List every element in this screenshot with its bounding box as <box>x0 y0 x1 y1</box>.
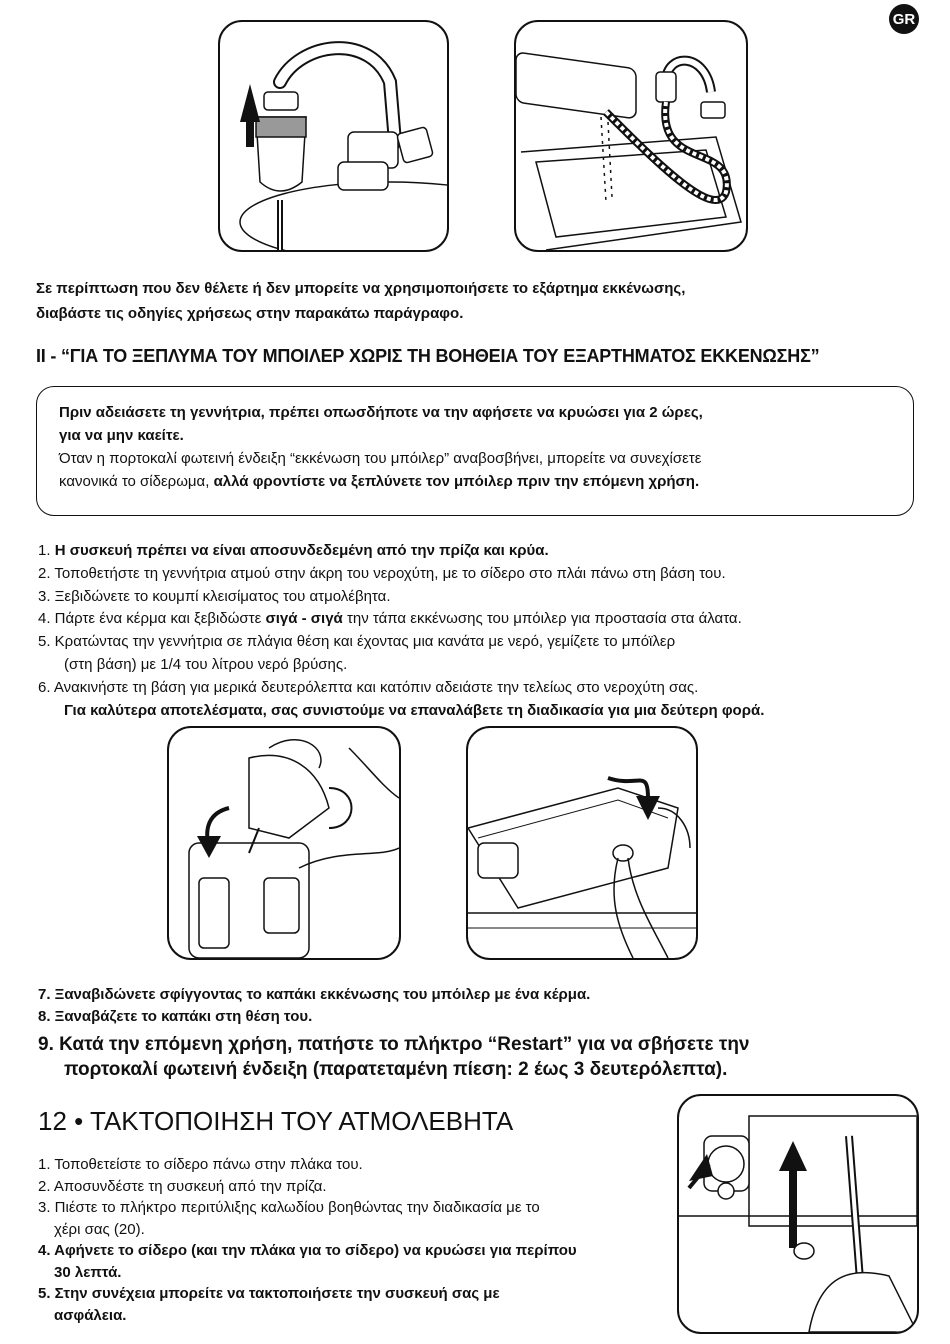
warning-line-4-normal: κανονικά το σίδερωμα, <box>59 473 214 490</box>
s12-step-2: 2. Αποσυνδέστε τη συσκευή από την πρίζα. <box>38 1177 327 1195</box>
step-5-line-2: (στη βάση) με 1/4 του λίτρου νερό βρύσης. <box>64 655 348 673</box>
s12-step-3-line-1: 3. Πιέστε το πλήκτρο περιτύλιξης καλωδίου βοηθώντας την διαδικασία με το <box>38 1199 540 1216</box>
language-badge: GR <box>889 4 919 34</box>
s12-step-5-line-2: ασφάλεια. <box>54 1306 127 1324</box>
step-9-line-1: 9. Κατά την επόμενη χρήση, πατήστε το πλήκτρο “Restart” για να σβήσετε την <box>38 1034 750 1055</box>
step-1 <box>38 540 918 563</box>
step-8: 8. Ξαναβάζετε το καπάκι στη θέση του. <box>38 1008 313 1025</box>
step-1-number: 1. <box>38 542 55 559</box>
warning-line-4 <box>59 470 893 493</box>
step-9-line-2: πορτοκαλί φωτεινή ένδειξη (παρατεταμένη πίεση: 2 έως 3 δευτερόλεπτα). <box>64 1059 728 1080</box>
warning-box <box>36 386 914 516</box>
step-4-post: την τάπα εκκένωσης του μπόιλερ για προστασία στα άλατα. <box>342 610 742 628</box>
pitcher-fill-illustration <box>167 726 401 960</box>
step-1-text: Η συσκευή πρέπει να είναι αποσυνδεδεμένη από την πρίζα και κρύα. <box>54 542 549 559</box>
warning-line-2: για να μην καείτε. <box>59 427 184 444</box>
step-6-line-1: 6. Ανακινήστε τη βάση για μερικά δευτερόλεπτα και κατόπιν αδειάστε την τελείως στο νεροχύτη σας. <box>38 678 699 696</box>
warning-line-3: Όταν η πορτοκαλί φωτεινή ένδειξη “εκκένωση του μπόιλερ” αναβοσβήνει, μπορείτε να συνεχίσετε <box>59 450 702 467</box>
section-12-heading: 12 • ΤΑΚΤΟΠΟΙΗΣΗ ΤΟΥ ΑΤΜΟΛΕΒΗΤΑ <box>38 1106 514 1136</box>
steps-list <box>38 540 918 722</box>
step-5-line-1: 5. Κρατώντας την γεννήτρια σε πλάγια θέση και έχοντας μια κανάτα με νερό, γεμίζετε το μπόϊλερ <box>38 633 676 651</box>
step-4-pre: 4. Πάρτε ένα κέρμα και ξεβιδώστε <box>38 610 266 628</box>
s12-step-3-line-2: χέρι σας (20). <box>54 1220 145 1238</box>
steps-after-list <box>38 984 918 1082</box>
cord-rewind-illustration <box>677 1094 919 1334</box>
section-12-steps <box>38 1154 678 1326</box>
step-2: 2. Τοποθετήστε τη γεννήτρια ατμού στην άκρη του νεροχύτη, με το σίδερο στο πλάι πάνω στη βάση του. <box>38 564 726 582</box>
step-4-bold: σιγά - σιγά <box>265 610 343 628</box>
faucet-adapter-illustration <box>218 20 449 252</box>
step-6-line-2: Για καλύτερα αποτελέσματα, σας συνιστούμε να επαναλάβετε τη διαδικασία για μια δεύτερη φορά. <box>64 701 765 719</box>
step-3: 3. Ξεβιδώνετε το κουμπί κλεισίματος του ατμολέβητα. <box>38 587 391 605</box>
s12-step-5-line-1: 5. Στην συνέχεια μπορείτε να τακτοποιήσετε την συσκευή σας με <box>38 1285 500 1302</box>
s12-step-4-line-2: 30 λεπτά. <box>54 1263 122 1281</box>
warning-line-1: Πριν αδειάσετε τη γεννήτρια, πρέπει οπωσδήποτε να την αφήσετε να κρυώσει για 2 ώρες, <box>59 404 703 421</box>
step-9 <box>38 1032 918 1082</box>
sink-hose-illustration <box>514 20 748 252</box>
step-7: 7. Ξαναβιδώνετε σφίγγοντας το καπάκι εκκένωσης του μπόιλερ με ένα κέρμα. <box>38 986 591 1003</box>
warning-line-4-bold: αλλά φροντίστε να ξεπλύνετε τον μπόιλερ πριν την επόμενη χρήση. <box>213 473 700 490</box>
boiler-drain-illustration <box>466 726 698 960</box>
s12-step-1: 1. Τοποθετείστε το σίδερο πάνω στην πλάκα του. <box>38 1156 363 1173</box>
step-4 <box>38 608 918 631</box>
s12-step-4-line-1: 4. Αφήνετε το σίδερο (και την πλάκα για το σίδερο) να κρυώσει για περίπου <box>38 1242 577 1259</box>
intro-line-1: Σε περίπτωση που δεν θέλετε ή δεν μπορείτε να χρησιμοποιήσετε το εξάρτημα εκκένωσης, <box>36 280 686 297</box>
intro-line-2: διαβάστε τις οδηγίες χρήσεως στην παρακάτω παράγραφο. <box>36 305 464 322</box>
intro-text <box>36 276 896 326</box>
section-ii-heading: II - “ΓΙΑ ΤΟ ΞΕΠΛΥΜΑ ΤΟΥ ΜΠΟΙΛΕΡ ΧΩΡΙΣ ΤΗ ΒΟΗΘΕΙΑ ΤΟΥ ΕΞΑΡΤΗΜΑΤΟΣ ΕΚΚΕΝΩΣΗΣ” <box>36 346 820 366</box>
